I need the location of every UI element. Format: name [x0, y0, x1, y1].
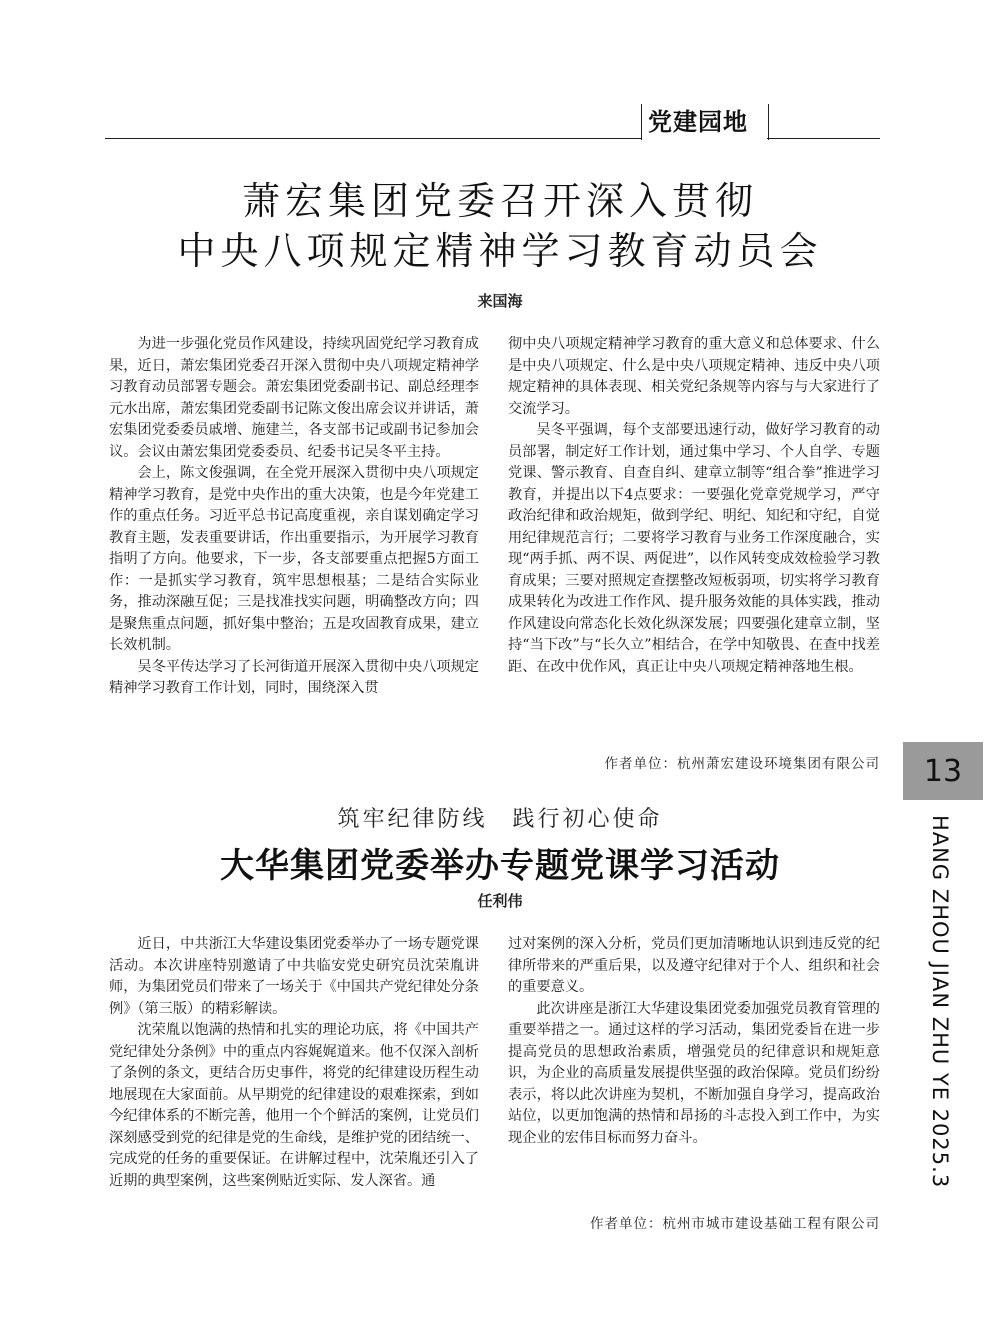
journal-issue-label: HANG ZHOU JIAN ZHU YE 2025.3	[928, 815, 952, 1189]
article1-paragraph: 吴冬平强调，每个支部要迅速行动，做好学习教育的动员部署，制定好工作计划，通过集中学习、个人自学、专题党课、警示教育、自查自纠、建章立制等“组合拳”推进学习教育，并提出以下4点要求：一要强化党章党规学习，严守政治纪律和政治规矩，做到学纪、明纪、知纪和守纪，自觉用纪律规范言行；二要将学习教育与业务工作深度融合，实现“两手抓、两不误、两促进”，以作风转变成效检验学习教育成果；三要对照规定查摆整改短板弱项，切实将学习教育成果转化为改进工作作风、提升服务效能的具体实践，推动作风建设向常态化长效化纵深发展；四要强化建章立制，坚持“当下改”与“长久立”相结合，在学中知敬畏、在查中找差距、在改中优作风，真正让中央八项规定精神落地生根。	[508, 422, 880, 675]
article1-left-column	[109, 334, 479, 700]
page-number: 13	[903, 742, 983, 800]
article1-paragraph: 吴冬平传达学习了长河街道开展深入贯彻中央八项规定精神学习教育工作计划，同时，围绕深入贯	[109, 658, 479, 696]
article2-left-column	[109, 934, 479, 1192]
article1-right-column	[508, 334, 880, 678]
header-rule-right	[767, 138, 880, 139]
article2-unit: 作者单位：杭州市城市建设基础工程有限公司	[590, 1216, 880, 1232]
article2-paragraph: 沈荣胤以饱满的热情和扎实的理论功底，将《中国共产党纪律处分条例》中的重点内容娓娓道来。他不仅深入剖析了条例的条文，更结合历史事件，将党的纪律建设历程生动地展现在大家面前。从早期党的纪律建设的艰难探索，到如今纪律体系的不断完善，他用一个个鲜活的案例，让党员们深刻感受到党的纪律是党的生命线，是维护党的团结统一、完成党的任务的重要保证。在讲解过程中，沈荣胤还引入了近期的典型案例，这些案例贴近实际、发人深省。通	[109, 1022, 479, 1189]
article1-paragraph: 会上，陈文俊强调，在全党开展深入贯彻中央八项规定精神学习教育，是党中央作出的重大决策，也是今年党建工作的重点任务。习近平总书记高度重视，亲自谋划确定学习教育主题，发表重要讲话，作出重要指示，为开展学习教育指明了方向。他要求，下一步，各支部要重点把握5方面工作：一是抓实学习教育，筑牢思想根基；二是结合实际业务，推动深融互促；三是找准找实问题，明确整改方向；四是聚焦重点问题，抓好集中整治；五是攻固教育成果，建立长效机制。	[109, 465, 479, 653]
article1-paragraph: 彻中央八项规定精神学习教育的重大意义和总体要求、什么是中央八项规定、什么是中央八项规定精神、违反中央八项规定精神的具体表现、相关党纪条规等内容与与大家进行了交流学习。	[508, 336, 880, 417]
article2-title: 大华集团党委举办专题党课学习活动	[220, 846, 780, 886]
article1-author: 来国海	[477, 292, 523, 310]
article1-title-line2: 中央八项规定精神学习教育动员会	[177, 229, 823, 273]
article2-right-column	[508, 934, 880, 1149]
article2-paragraph: 此次讲座是浙江大华建设集团党委加强党员教育管理的重要举措之一。通过这样的学习活动，集团党委旨在进一步提高党员的思想政治素质，增强党员的纪律意识和规矩意识，为企业的高质量发展提供坚强的政治保障。党员们纷纷表示，将以此次讲座为契机，不断加强自身学习，提高政治站位，以更加饱满的热情和昂扬的斗志投入到工作中，为实现企业的宏伟目标而努力奋斗。	[508, 1000, 880, 1146]
article2-author: 任利伟	[477, 892, 523, 910]
section-title: 党建园地	[648, 108, 748, 136]
article2-paragraph: 过对案例的深入分析，党员们更加清晰地认识到违反党的纪律所带来的严重后果，以及遵守纪律对于个人、组织和社会的重要意义。	[508, 936, 880, 995]
article1-title-line1: 萧宏集团党委召开深入贯彻	[241, 179, 758, 223]
article2-subtitle: 筑牢纪律防线 践行初心使命	[337, 807, 663, 832]
article2-paragraph: 近日，中共浙江大华建设集团党委举办了一场专题党课活动。本次讲座特别邀请了中共临安党史研究员沈荣胤讲师，为集团党员们带来了一场关于《中国共产党纪律处分条例》（第三版）的精彩解读。	[109, 936, 479, 1017]
article1-paragraph: 为进一步强化党员作风建设，持续巩固党纪学习教育成果，近日，萧宏集团党委召开深入贯彻中央八项规定精神学习教育动员部署专题会。萧宏集团党委副书记、副总经理李元水出席，萧宏集团党委副书记陈文俊出席会议并讲话，萧宏集团党委委员戚增、施建兰，各支部书记或副书记参加会议。会议由萧宏集团党委委员、纪委书记吴冬平主持。	[109, 336, 479, 460]
article1-unit: 作者单位：杭州萧宏建设环境集团有限公司	[604, 756, 880, 772]
header-rule-left	[105, 138, 641, 139]
